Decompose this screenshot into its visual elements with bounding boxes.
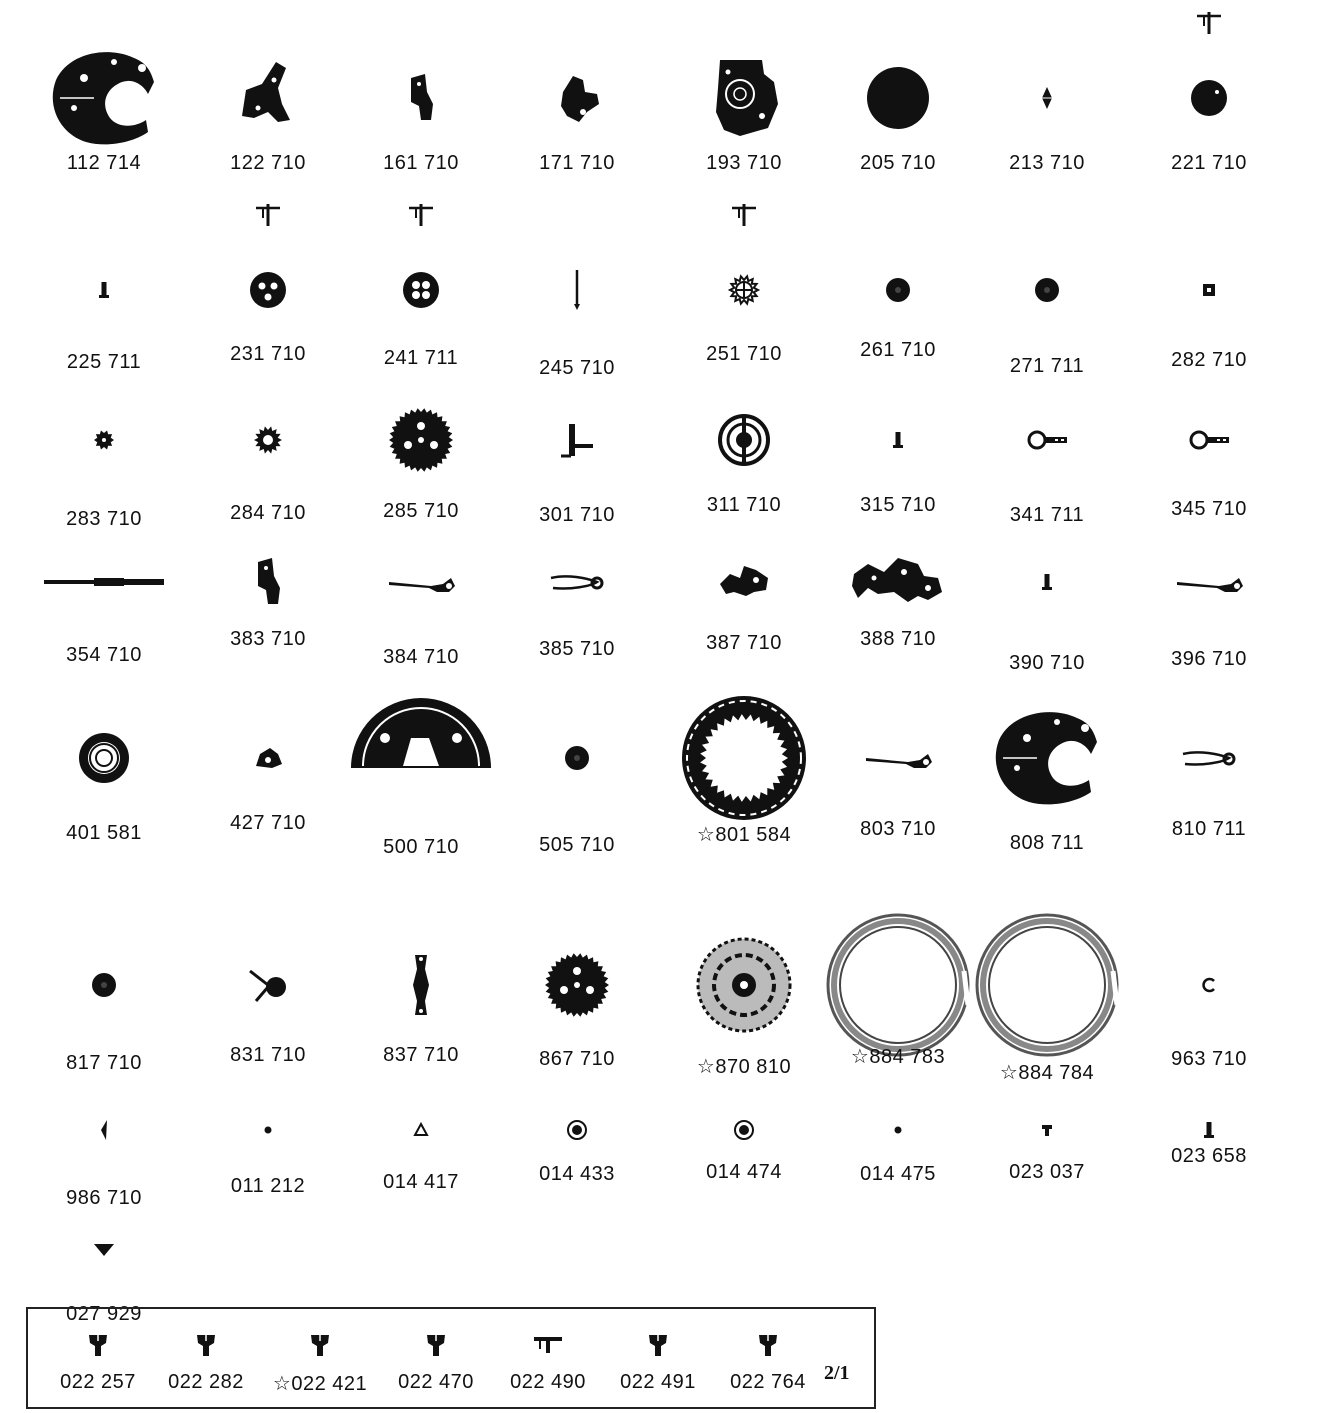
part-number-text: 401 581	[66, 822, 142, 844]
part-number	[230, 343, 306, 366]
part-number-text: 283 710	[66, 508, 142, 530]
part-number-text: 245 710	[539, 357, 615, 379]
part-number	[1171, 1048, 1247, 1071]
part-number	[539, 504, 615, 527]
part-number-text: 027 929	[66, 1303, 142, 1325]
part-number	[66, 1052, 142, 1075]
part-number	[860, 339, 936, 362]
part-number-text: 810 711	[1171, 818, 1247, 840]
part-number-text: 500 710	[383, 836, 459, 858]
part-number-text: 221 710	[1171, 152, 1247, 174]
part-number-text: 396 710	[1171, 648, 1247, 670]
part-number-text: 963 710	[1171, 1048, 1247, 1070]
part-number-text: 193 710	[706, 152, 782, 174]
part-number-text: 385 710	[539, 638, 615, 660]
part-number-text: 354 710	[66, 644, 142, 666]
part-number	[230, 628, 306, 651]
part-number	[510, 1371, 586, 1394]
part-number-text: 022 470	[398, 1371, 474, 1393]
part-number	[706, 632, 782, 655]
part-number-text: 390 710	[1009, 652, 1085, 674]
part-number	[230, 502, 306, 525]
part-number	[1010, 504, 1084, 527]
part-number	[383, 836, 459, 859]
part-number-text: 022 491	[620, 1371, 696, 1393]
part-number-text: 261 710	[860, 339, 936, 361]
part-number	[383, 1171, 459, 1194]
part-number-text: 801 584	[715, 824, 792, 846]
part-number	[1171, 498, 1247, 521]
part-number-text: 282 710	[1171, 349, 1247, 371]
part-number	[730, 1371, 806, 1394]
part-number	[1000, 1060, 1094, 1085]
part-number-text: 014 474	[706, 1161, 782, 1183]
part-number	[1010, 832, 1084, 855]
part-number	[1009, 652, 1085, 675]
part-number-text: 225 711	[66, 351, 142, 373]
part-number	[539, 834, 615, 857]
part-number	[1171, 648, 1247, 671]
part-number-text: 345 710	[1171, 498, 1247, 520]
part-number	[383, 1044, 459, 1067]
part-number-text: 315 710	[860, 494, 936, 516]
part-number	[383, 500, 459, 523]
part-number	[1172, 818, 1246, 841]
part-number	[230, 1044, 306, 1067]
part-number	[1171, 349, 1247, 372]
part-number	[230, 812, 306, 835]
part-number	[230, 152, 306, 175]
part-number	[697, 822, 791, 847]
part-number	[539, 152, 615, 175]
part-number-text: 311 710	[706, 494, 782, 516]
part-number-text: 023 658	[1171, 1145, 1247, 1167]
part-number-text: 022 764	[730, 1371, 806, 1393]
part-number	[860, 628, 936, 651]
part-number	[1171, 152, 1247, 175]
part-number-text: 817 710	[66, 1052, 142, 1074]
part-number	[67, 152, 141, 175]
part-number	[620, 1371, 696, 1394]
part-number	[860, 494, 936, 517]
part-number-text: 014 475	[860, 1163, 936, 1185]
part-number	[697, 1054, 791, 1079]
part-number	[860, 818, 936, 841]
part-number-text: 241 711	[383, 347, 459, 369]
part-number-text: 122 710	[230, 152, 306, 174]
part-number-text: 014 433	[539, 1163, 615, 1185]
part-number	[384, 347, 458, 370]
part-number-text: 022 490	[510, 1371, 586, 1393]
star-icon: ☆	[696, 1056, 716, 1078]
part-number	[706, 1161, 782, 1184]
part-number	[1009, 152, 1085, 175]
part-number	[383, 152, 459, 175]
part-number-text: 022 421	[291, 1373, 368, 1395]
part-number-text: 870 810	[715, 1056, 792, 1078]
star-icon: ☆	[850, 1046, 870, 1068]
part-number-text: 011 212	[230, 1175, 306, 1197]
part-number	[706, 152, 782, 175]
part-number-text: 341 711	[1009, 504, 1085, 526]
part-number-text: 205 710	[860, 152, 936, 174]
part-number-text: 301 710	[539, 504, 615, 526]
part-number-text: 837 710	[383, 1044, 459, 1066]
part-number-text: 831 710	[230, 1044, 306, 1066]
part-number	[66, 1187, 142, 1210]
part-number-text: 505 710	[539, 834, 615, 856]
part-number-text: 284 710	[230, 502, 306, 524]
part-number-text: 112 714	[66, 152, 142, 174]
part-number-text: 022 257	[60, 1371, 136, 1393]
part-number-text: 171 710	[539, 152, 615, 174]
part-number-text: 271 711	[1009, 355, 1085, 377]
part-number	[860, 1163, 936, 1186]
scale-label: 2/1	[824, 1362, 850, 1384]
part-number-text: 014 417	[383, 1171, 459, 1193]
part-number	[706, 343, 782, 366]
part-number	[707, 494, 781, 517]
part-number	[66, 822, 142, 845]
part-number	[273, 1371, 367, 1396]
part-number-text: 285 710	[383, 500, 459, 522]
part-number-text: 884 783	[869, 1046, 946, 1068]
part-number-text: 867 710	[539, 1048, 615, 1070]
part-number-text: 231 710	[230, 343, 306, 365]
part-number	[539, 638, 615, 661]
part-number-text: 803 710	[860, 818, 936, 840]
part-number	[67, 351, 141, 374]
part-number-text: 388 710	[860, 628, 936, 650]
part-number	[539, 1163, 615, 1186]
part-number	[60, 1371, 136, 1394]
part-number	[1009, 1161, 1085, 1184]
part-number-text: 387 710	[706, 632, 782, 654]
part-number-text: 251 710	[706, 343, 782, 365]
part-number-text: 986 710	[66, 1187, 142, 1209]
part-number	[66, 644, 142, 667]
part-number-text: 383 710	[230, 628, 306, 650]
part-number-text: 384 710	[383, 646, 459, 668]
part-number	[168, 1371, 244, 1394]
screws-panel	[26, 1307, 876, 1409]
part-number-text: 161 710	[383, 152, 459, 174]
star-icon: ☆	[696, 824, 716, 846]
part-number	[1010, 355, 1084, 378]
part-number-text: 213 710	[1009, 152, 1085, 174]
star-icon: ☆	[272, 1373, 292, 1395]
part-number-text: 884 784	[1018, 1062, 1095, 1084]
part-number	[851, 1044, 945, 1069]
part-number	[398, 1371, 474, 1394]
part-number	[1171, 1145, 1247, 1168]
part-number	[383, 646, 459, 669]
part-number	[539, 357, 615, 380]
part-number	[231, 1175, 305, 1198]
part-number-text: 427 710	[230, 812, 306, 834]
part-number-text: 023 037	[1009, 1161, 1085, 1183]
part-number-text: 022 282	[168, 1371, 244, 1393]
part-number	[860, 152, 936, 175]
star-icon: ☆	[999, 1062, 1019, 1084]
part-number	[539, 1048, 615, 1071]
part-number-text: 808 711	[1009, 832, 1085, 854]
